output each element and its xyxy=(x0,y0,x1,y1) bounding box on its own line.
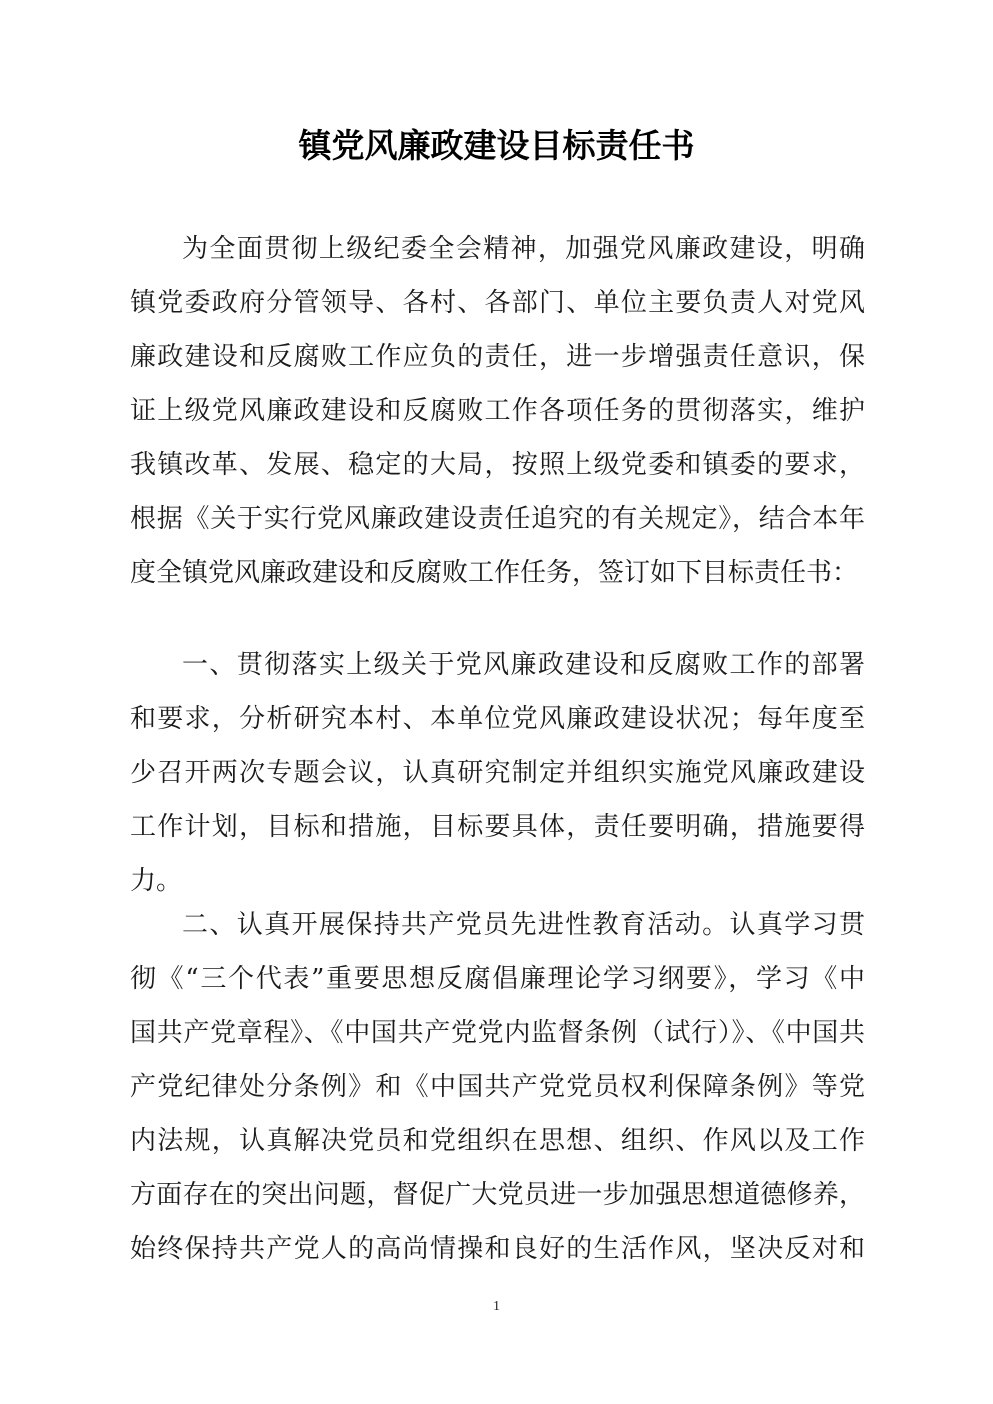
paragraph-line: 力。 xyxy=(130,866,183,896)
paragraph-line: 方面存在的突出问题，督促广大党员进一步加强思想道德修养， xyxy=(130,1180,865,1210)
paragraph-section-one xyxy=(130,638,865,908)
paragraph-line: 二、认真开展保持共产党员先进性教育活动。认真学习贯 xyxy=(182,910,865,940)
page-number: 1 xyxy=(493,1299,500,1314)
paragraph-line: 根据《关于实行党风廉政建设责任追究的有关规定》，结合本年 xyxy=(130,504,865,534)
paragraph-line: 和要求，分析研究本村、本单位党风廉政建设状况；每年度至 xyxy=(130,704,865,734)
paragraph-intro xyxy=(130,222,865,600)
paragraph-section-two xyxy=(130,898,865,1276)
paragraph-line: 内法规，认真解决党员和党组织在思想、组织、作风以及工作 xyxy=(130,1126,865,1156)
paragraph-line: 一、贯彻落实上级关于党风廉政建设和反腐败工作的部署 xyxy=(182,650,865,680)
paragraph-line: 度全镇党风廉政建设和反腐败工作任务，签订如下目标责任书： xyxy=(130,558,859,588)
paragraph-line: 镇党委政府分管领导、各村、各部门、单位主要负责人对党风 xyxy=(130,288,865,318)
paragraph-line: 彻《“三个代表”重要思想反腐倡廉理论学习纲要》，学习《中 xyxy=(130,964,865,994)
paragraph-line: 工作计划，目标和措施，目标要具体，责任要明确，措施要得 xyxy=(130,812,865,842)
document-title: 镇党风廉政建设目标责任书 xyxy=(298,126,695,165)
paragraph-line: 始终保持共产党人的高尚情操和良好的生活作风，坚决反对和 xyxy=(130,1234,865,1264)
paragraph-line: 我镇改革、发展、稳定的大局，按照上级党委和镇委的要求， xyxy=(130,450,865,480)
paragraph-line: 少召开两次专题会议，认真研究制定并组织实施党风廉政建设 xyxy=(130,758,865,788)
paragraph-line: 廉政建设和反腐败工作应负的责任，进一步增强责任意识，保 xyxy=(130,342,865,372)
paragraph-line: 产党纪律处分条例》和《中国共产党党员权利保障条例》等党 xyxy=(130,1072,865,1102)
paragraph-line: 为全面贯彻上级纪委全会精神，加强党风廉政建设，明确 xyxy=(182,234,865,264)
paragraph-line: 国共产党章程》、《中国共产党党内监督条例（试行）》、《中国共 xyxy=(130,1018,865,1048)
paragraph-line: 证上级党风廉政建设和反腐败工作各项任务的贯彻落实，维护 xyxy=(130,396,865,426)
